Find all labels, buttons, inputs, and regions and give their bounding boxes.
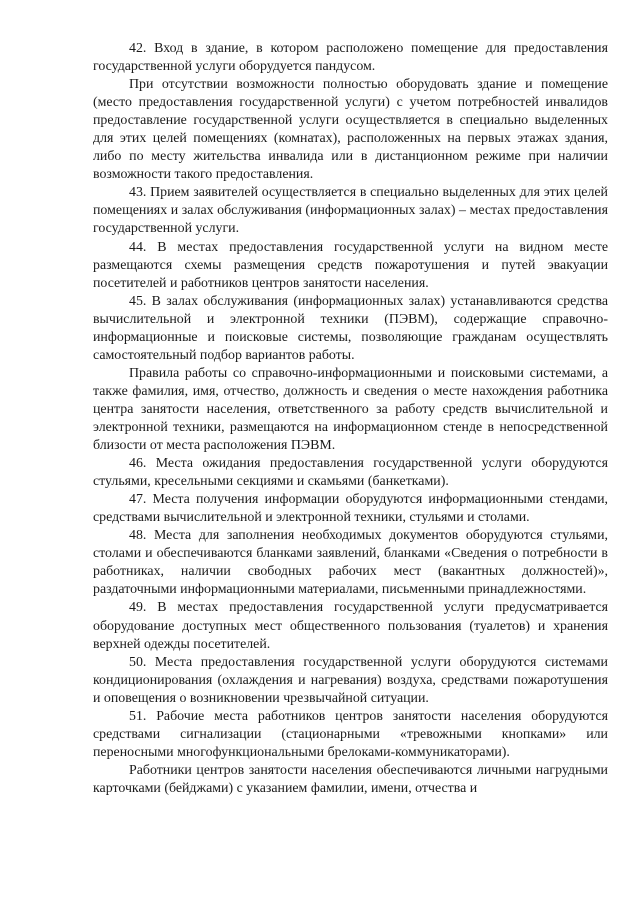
document-body [93,40,608,798]
paragraph-44: 44. В местах предоставления государственной услуги на видном месте размещаются схемы размещения средств пожаротушения и путей эвакуации посетителей и работников центров занятости населения. [93,239,608,291]
paragraph-47: 47. Места получения информации оборудуются информационными стендами, средствами вычислительной и электронной техники, стульями и столами. [93,492,608,526]
paragraph-42-continued: При отсутствии возможности полностью оборудовать здание и помещение (место предоставления государственной услуги) с учетом потребностей инвалидов предоставление государственной услуги осуществляется в специально выделенных для этих целей помещениях (комнатах), расположенных на первых этажах здания, либо по месту жительства инвалида или в дистанционном режиме при наличии возможности такого предоставления. [93,77,608,183]
paragraph-51-continued: Работники центров занятости населения обеспечиваются личными нагрудными карточками (бейджами) с указанием фамилии, имени, отчества и [93,762,608,796]
paragraph-51: 51. Рабочие места работников центров занятости населения оборудуются средствами сигнализации (стационарными «тревожными кнопками» или переносными многофункциональными брелоками-коммуникаторами). [93,708,608,760]
paragraph-43: 43. Прием заявителей осуществляется в специально выделенных для этих целей помещениях и залах обслуживания (информационных залах) – местах предоставления государственной услуги. [93,185,608,237]
paragraph-45: 45. В залах обслуживания (информационных залах) устанавливаются средства вычислительной и электронной техники (ПЭВМ), содержащие справочно-информационные и поисковые системы, позволяющие гражданам осуществлять самостоятельный подбор вариантов работы. [93,293,608,363]
paragraph-42: 42. Вход в здание, в котором расположено помещение для предоставления государственной услуги оборудуется пандусом. [93,41,608,75]
paragraph-46: 46. Места ожидания предоставления государственной услуги оборудуются стульями, кресельными секциями и скамьями (банкетками). [93,456,608,490]
paragraph-45-continued: Правила работы со справочно-информационными и поисковыми системами, а также фамилия, имя, отчество, должность и сведения о месте нахождения работника центра занятости населения, ответственного за работу средств вычислительной и электронной техники, размещаются на информационном стенде в непосредственной близости от места расположения ПЭВМ. [93,365,608,454]
paragraph-50: 50. Места предоставления государственной услуги оборудуются системами кондиционирования (охлаждения и нагревания) воздуха, средствами пожаротушения и оповещения о возникновении чрезвычайной ситуации. [93,654,608,706]
paragraph-48: 48. Места для заполнения необходимых документов оборудуются стульями, столами и обеспечиваются бланками заявлений, бланками «Сведения о потребности в работниках, наличии свободных рабочих мест (вакантных должностей)», раздаточными информационными материалами, письменными принадлежностями. [93,528,608,598]
paragraph-49: 49. В местах предоставления государственной услуги предусматривается оборудование доступных мест общественного пользования (туалетов) и хранения верхней одежды посетителей. [93,600,608,652]
